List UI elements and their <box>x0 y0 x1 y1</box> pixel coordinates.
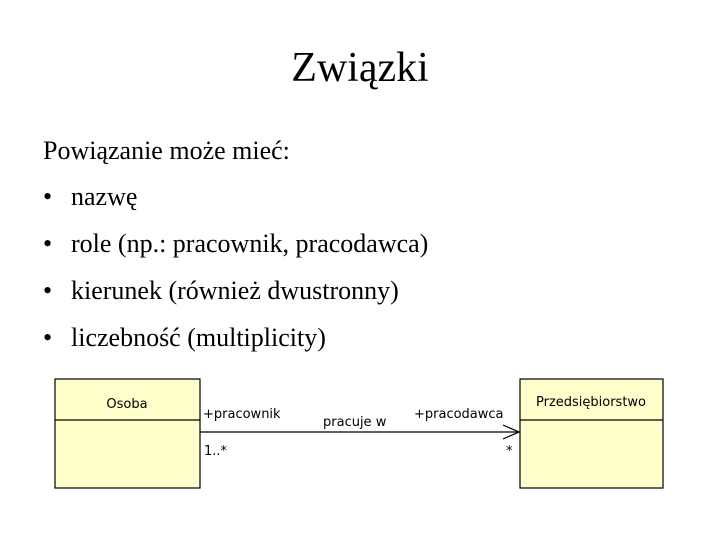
association-role-right: +pracodawca <box>414 407 504 422</box>
slide-title: Związki <box>291 45 429 91</box>
association-multiplicity-left: 1..* <box>204 444 228 459</box>
bullet-text: liczebność (multiplicity) <box>71 323 326 352</box>
uml-class-przedsiebiorstwo <box>520 379 663 488</box>
intro-text: Powiązanie może mieć: <box>43 136 290 165</box>
uml-class-diagram <box>0 370 720 500</box>
bullet-icon: • <box>43 182 53 211</box>
bullet-item-multiplicity <box>43 323 428 370</box>
uml-class-osoba-name: Osoba <box>106 397 148 412</box>
bullet-icon: • <box>43 323 53 352</box>
association-role-left: +pracownik <box>203 407 281 422</box>
uml-class-przedsiebiorstwo-name: Przedsiębiorstwo <box>535 395 647 410</box>
bullet-list <box>43 182 428 370</box>
bullet-item-name <box>43 182 428 229</box>
bullet-item-roles <box>43 229 428 276</box>
uml-class-osoba <box>55 379 200 488</box>
uml-class-osoba-box <box>55 379 200 488</box>
bullet-icon: • <box>43 229 53 258</box>
association-name: pracuje w <box>323 415 387 430</box>
association-multiplicity-right: * <box>506 444 513 459</box>
bullet-icon: • <box>43 276 53 305</box>
association <box>200 407 520 459</box>
bullet-text: role (np.: pracownik, pracodawca) <box>71 229 429 258</box>
bullet-text: nazwę <box>71 182 138 211</box>
bullet-item-direction <box>43 276 428 323</box>
bullet-text: kierunek (również dwustronny) <box>71 276 399 305</box>
